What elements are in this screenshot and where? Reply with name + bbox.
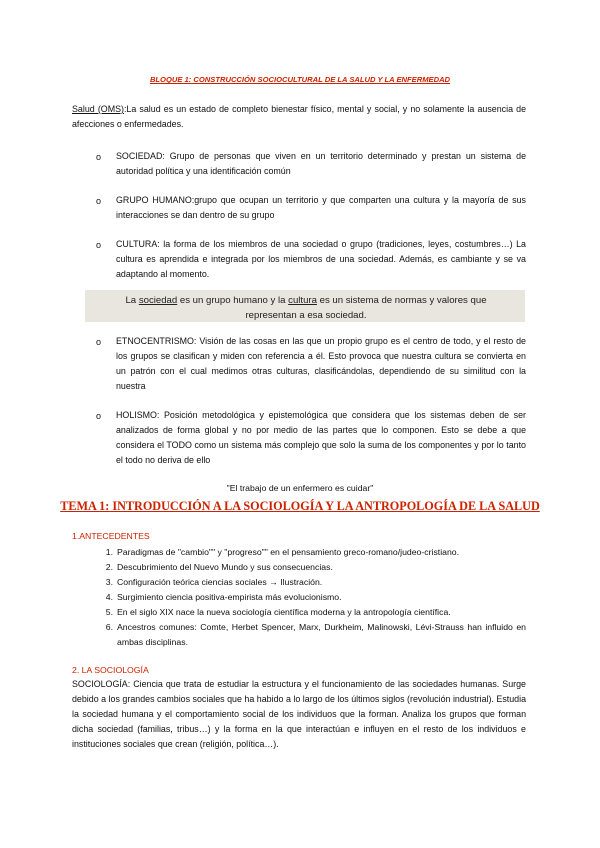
bullet-marker: o	[96, 152, 102, 162]
bullet-sociedad: SOCIEDAD: Grupo de personas que viven en un territorio determinado y prestan un sistema de autoridad política y una identificación común	[116, 151, 526, 176]
list-item: Paradigmas de "cambio"" y "progreso"" en el pensamiento greco-romano/judeo-cristiano.	[117, 547, 460, 557]
quote-part: La	[125, 295, 139, 306]
block-header: BLOQUE 1: CONSTRUCCIÓN SOCIOCULTURAL DE LA SALUD Y LA ENFERMEDAD	[149, 75, 451, 84]
bullet-holismo: HOLISMO: Posición metodológica y epistemológica que considera que los sistemas deben de ser analizados de forma global y no por medio de las partes que lo componen. Esto se debe a que considera el TODO como un sistema más complejo que solo la suma de los componentes y por lo tanto el todo no deriva de ello	[116, 410, 526, 465]
quote-word-cultura: cultura	[288, 295, 317, 306]
bullet-etnocentrismo: ETNOCENTRISMO: Visión de las cosas en las que un propio grupo es el centro de todo, y el resto de los grupos se clasifican y miden con referencia a él. Esto provoca que nuestra cultura se convierta en un patrón con el cual medimos otras culturas, clasificándolas, dependiendo de su similitud con la nuestra	[116, 336, 526, 391]
bullet-grupo-humano: GRUPO HUMANO:grupo que ocupan un territorio y que comparten una cultura y la mayoría de sus interacciones se dan dentro de su grupo	[116, 195, 526, 220]
bullet-cultura: CULTURA: la forma de los miembros de una sociedad o grupo (tradiciones, leyes, costumbres…) La cultura es aprendida e integrada por los miembros de una sociedad. Además, es cambiante y se va adaptando al momento.	[116, 239, 526, 279]
salud-definition	[72, 102, 526, 132]
list-item: Descubrimiento del Nuevo Mundo y sus consecuencias.	[117, 562, 333, 572]
list-item: En el siglo XIX nace la nueva sociología científica moderna y la antropología científica.	[117, 607, 451, 617]
list-number: 5.	[105, 607, 113, 617]
list-number: 6.	[105, 622, 113, 632]
salud-term: Salud (OMS)	[72, 104, 124, 114]
list-number: 2.	[105, 562, 113, 572]
section-heading-antecedentes: 1.ANTECEDENTES	[72, 531, 150, 541]
quote-part: es un grupo humano y la	[177, 295, 289, 306]
bullet-marker: o	[96, 196, 102, 206]
quote-note: "El trabajo de un enfermero es cuidar"	[226, 483, 374, 493]
bullet-marker: o	[96, 337, 102, 347]
bullet-marker: o	[96, 240, 102, 250]
section-heading-sociologia: 2. LA SOCIOLOGÍA	[72, 665, 149, 675]
list-number: 1.	[105, 547, 113, 557]
quote-line-2: representan a esa sociedad.	[245, 310, 367, 321]
list-number: 4.	[105, 592, 113, 602]
tema-title: TEMA 1: INTRODUCCIÓN A LA SOCIOLOGÍA Y LA ANTROPOLOGÍA DE LA SALUD	[60, 499, 540, 513]
list-item: Surgimiento ciencia positiva-empirista más evolucionismo.	[117, 592, 342, 602]
bullet-marker: o	[96, 411, 102, 421]
sociologia-paragraph: SOCIOLOGÍA: Ciencia que trata de estudiar la estructura y el funcionamiento de las sociedades humanas. Surge debido a los grandes cambios sociales que ha habido a lo largo de los últimos siglos (revolución industrial). Estudia la sociedad humana y el comportamiento social de los individuos que la forman. Analiza los grupos que forman dicha sociedad (familias, tribus…) y la forma en la que interactúan e influyen en el resto de los individuos e instituciones sociales que crean (religión, política…).	[72, 679, 526, 749]
list-item: Configuración teórica ciencias sociales → Ilustración.	[117, 577, 323, 587]
quote-word-sociedad: sociedad	[138, 295, 178, 306]
quote-part: es un sistema de normas y valores que	[316, 295, 487, 306]
list-item: Ancestros comunes: Comte, Herbet Spencer, Marx, Durkheim, Malinowski, Lévi-Strauss han influido en ambas disciplinas.	[117, 622, 526, 647]
salud-text: :La salud es un estado de completo bienestar físico, mental y social, y no solamente la ausencia de afecciones o enfermedades.	[72, 104, 527, 129]
list-number: 3.	[105, 577, 113, 587]
highlight-text	[86, 293, 526, 323]
